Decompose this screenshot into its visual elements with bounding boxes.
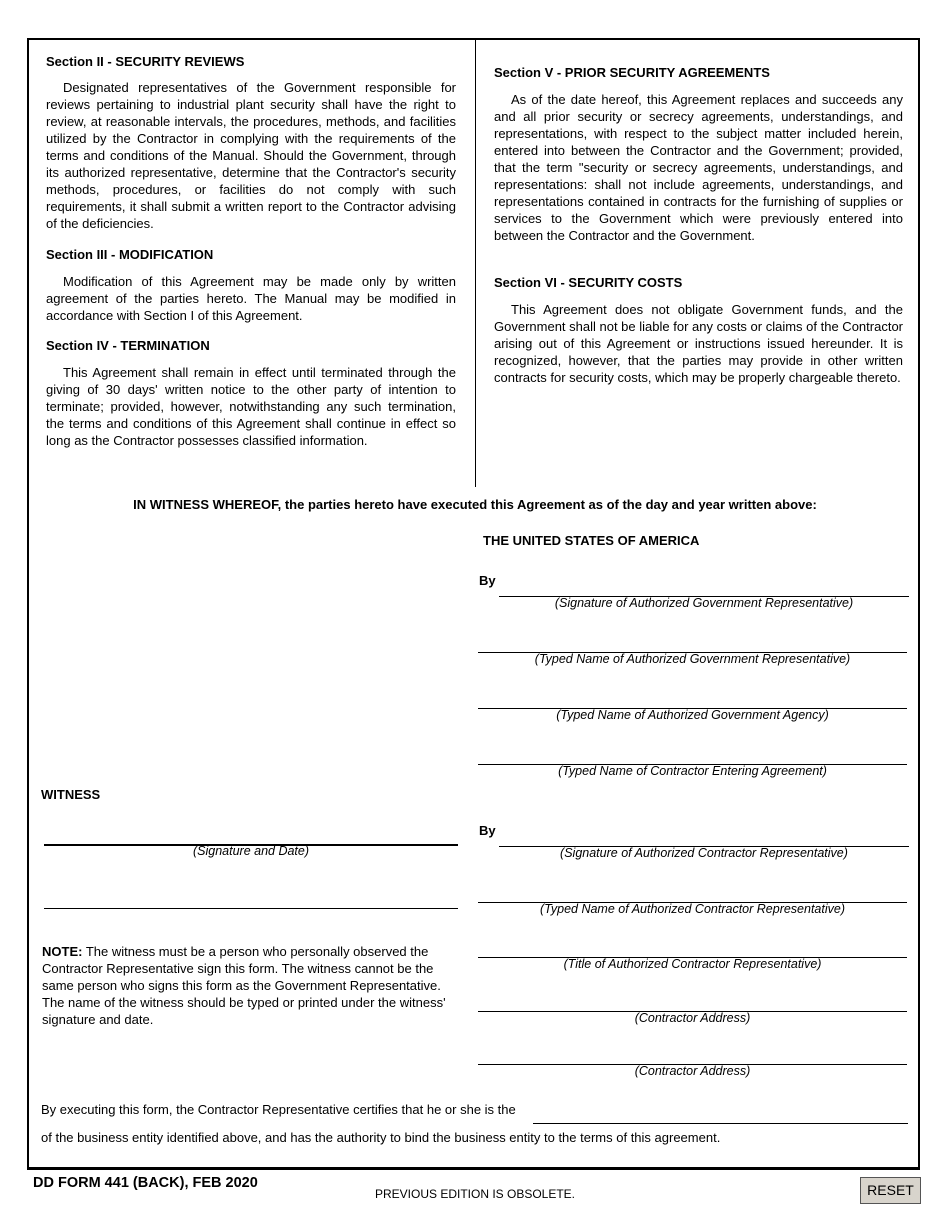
edition-note: PREVIOUS EDITION IS OBSOLETE. [374, 1187, 576, 1201]
reset-button[interactable]: RESET [860, 1177, 921, 1204]
section-4 [46, 338, 456, 449]
witness-signature-caption: (Signature and Date) [192, 844, 310, 858]
section-5 [494, 65, 903, 244]
form-id: DD FORM 441 (BACK), FEB 2020 [33, 1175, 258, 1191]
section-5-body: As of the date hereof, this Agreement replaces and succeeds any and all prior security or secrecy agreements, understandings, and representations, with respect to the subject matter included herein, entered into between the Contractor and the Government; provided, that the term "security or secrecy agreements, understandings, and representations: shall not include agreements, understandings, and representations contained in contracts for the furnishing of supplies or services to the Government which were previously entered into between the Contractor and the Government. [494, 92, 903, 243]
contractor-address-caption-1: (Contractor Address) [634, 1011, 751, 1025]
section-4-heading: Section IV - TERMINATION [46, 338, 210, 353]
certify-line-1: By executing this form, the Contractor Representative certifies that he or she is the [41, 1102, 516, 1117]
contractor-address-caption-2: (Contractor Address) [634, 1064, 751, 1078]
section-3-heading: Section III - MODIFICATION [46, 247, 214, 262]
contractor-by-label: By [479, 823, 496, 838]
section-4-body: This Agreement shall remain in effect until terminated through the giving of 30 days' written notice to the other party of intention to terminate; provided, however, notwithstanding any such termination, the terms and conditions of this Agreement shall continue in effect so long as the Contractor possesses classified information. [46, 365, 456, 448]
witness-name-line[interactable] [44, 908, 458, 909]
column-divider [475, 40, 476, 487]
witness-statement: IN WITNESS WHEREOF, the parties hereto have executed this Agreement as of the day and year written above: [133, 497, 817, 512]
government-heading: THE UNITED STATES OF AMERICA [483, 533, 700, 548]
certify-line-2: of the business entity identified above, and has the authority to bind the business entity to the terms of this agreement. [41, 1130, 721, 1145]
section-5-heading: Section V - PRIOR SECURITY AGREEMENTS [494, 65, 770, 80]
government-by-label: By [479, 573, 496, 588]
section-2-body: Designated representatives of the Government responsible for reviews pertaining to industrial plant security shall have the right to review, at reasonable intervals, the procedures, methods, and facilities utilized by the Contractor in complying with the requirements of the terms and conditions of the Manual. Should the Government, through its authorized representative, determine that the Contractor's security methods, procedures, or facilities do not comply with such requirements, it shall submit a written report to the Contractor advising of the deficiencies. [46, 80, 456, 231]
government-agency-caption: (Typed Name of Authorized Government Agency) [556, 708, 829, 722]
witness-note [42, 943, 456, 1028]
contractor-title-caption: (Title of Authorized Contractor Representative) [563, 957, 822, 971]
witness-note-text: The witness must be a person who personally observed the Contractor Representative sign this form. The witness cannot be the same person who signs this form as the Government Representative. The name of the witness should be typed or printed under the witness' signature and date. [42, 944, 446, 1027]
witness-note-label: NOTE: [42, 944, 83, 959]
section-3 [46, 247, 456, 324]
section-6-heading: Section VI - SECURITY COSTS [494, 275, 683, 290]
section-3-body: Modification of this Agreement may be made only by written agreement of the parties hereto. The Manual may be modified in accordance with Section I of this Agreement. [46, 274, 456, 323]
contractor-name-caption: (Typed Name of Authorized Contractor Representative) [540, 902, 845, 916]
government-signature-caption: (Signature of Authorized Government Representative) [554, 596, 854, 610]
witness-heading: WITNESS [41, 787, 101, 802]
section-2-heading: Section II - SECURITY REVIEWS [46, 54, 245, 69]
section-6 [494, 275, 903, 386]
section-2 [46, 54, 456, 232]
contractor-entity-caption: (Typed Name of Contractor Entering Agreement) [558, 764, 827, 778]
contractor-signature-caption: (Signature of Authorized Contractor Representative) [560, 846, 848, 860]
government-name-caption: (Typed Name of Authorized Government Representative) [534, 652, 851, 666]
certify-title-line[interactable] [533, 1123, 908, 1124]
section-6-body: This Agreement does not obligate Government funds, and the Government shall not be liable for any costs or claims of the Contractor arising out of this Agreement or instructions issued hereunder. It is recognized, however, that the parties may provide in other written contracts for security costs, which may be properly chargeable thereto. [494, 302, 903, 385]
